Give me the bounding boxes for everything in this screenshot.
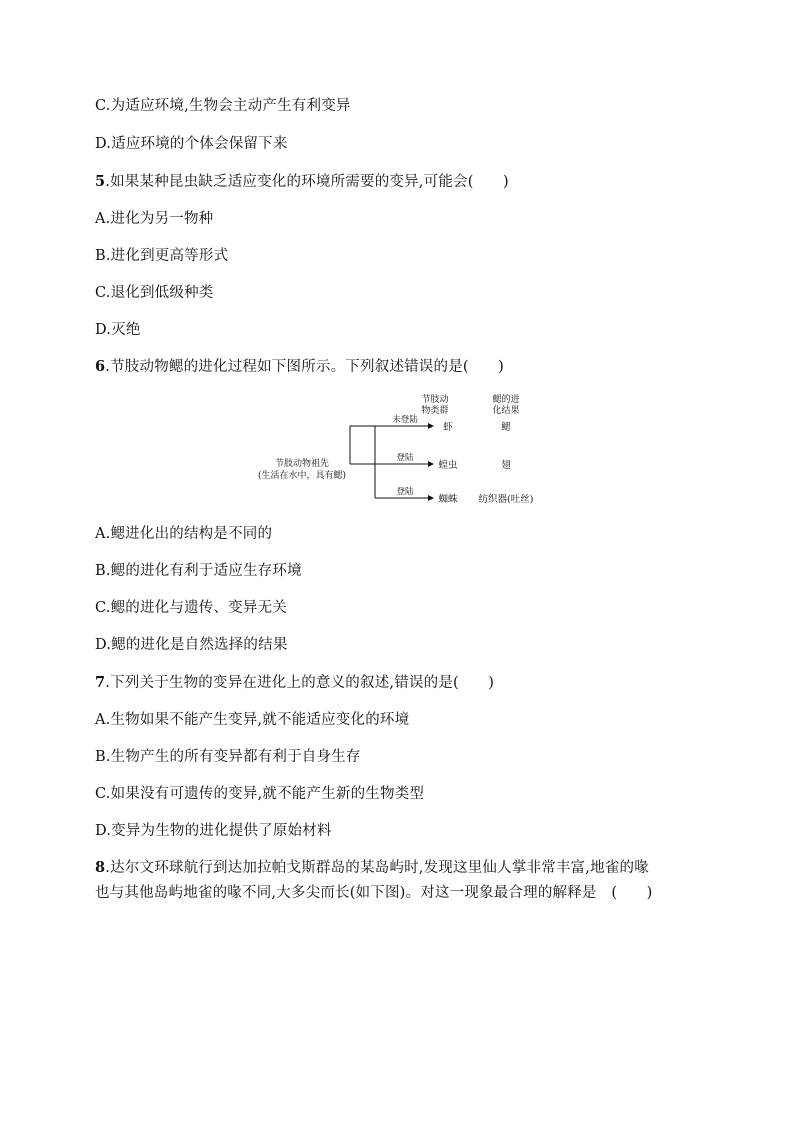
q5-option-a: A.进化为另一物种	[95, 211, 214, 227]
question-number: 7	[95, 674, 106, 691]
result-gill: 鳃	[501, 422, 511, 433]
gill-evolution-diagram	[240, 388, 560, 518]
result-wing: 翅	[501, 460, 511, 471]
q5-option-d: D.灭绝	[95, 322, 141, 338]
q6-option-c: C.鳃的进化与遗传、变异无关	[95, 600, 287, 616]
question-text-line1: .达尔文环球航行到达加拉帕戈斯群岛的某岛屿时,发现这里仙人掌非常丰富,地雀的喙	[105, 860, 649, 876]
question-8-line2: 也与其他岛屿地雀的喙不同,大多尖而长(如下图)。对这一现象最合理的解释是 ( )	[95, 885, 653, 901]
header-group-line2: 物类群	[421, 406, 449, 416]
q7-option-d: D.变异为生物的进化提供了原始材料	[95, 823, 332, 839]
q7-option-b: B.生物产生的所有变异都有利于自身生存	[95, 749, 361, 765]
question-text: .节肢动物鳃的进化过程如下图所示。下列叙述错误的是( )	[105, 359, 505, 375]
question-7	[95, 673, 494, 693]
group-locust: 蝗虫	[438, 460, 458, 471]
branch2-arrowhead	[428, 461, 434, 467]
q6-option-a: A.鳃进化出的结构是不同的	[95, 526, 273, 542]
question-number: 6	[95, 358, 106, 375]
branch3-arrowhead	[428, 495, 434, 501]
question-5	[95, 172, 509, 192]
q5-option-b: B.进化到更高等形式	[95, 248, 229, 264]
branch1-arrowhead	[428, 423, 434, 429]
question-6	[95, 357, 504, 377]
question-8-line1	[95, 858, 649, 878]
ancestor-label-line2: (生活在水中，具有鳃)	[257, 471, 347, 481]
q4-option-d: D.适应环境的个体会保留下来	[95, 136, 288, 152]
q7-option-c: C.如果没有可遗传的变异,就不能产生新的生物类型	[95, 786, 425, 802]
ancestor-label-line1: 节肢动物祖先	[274, 459, 330, 469]
q6-option-b: B.鳃的进化有利于适应生存环境	[95, 563, 302, 579]
q7-option-a: A.生物如果不能产生变异,就不能适应变化的环境	[95, 712, 410, 728]
header-group-line1: 节肢动	[421, 395, 449, 405]
q6-option-d: D.鳃的进化是自然选择的结果	[95, 637, 288, 653]
branch2-label: 登陆	[396, 453, 414, 463]
header-result-line2: 化结果	[492, 406, 520, 416]
question-text: .下列关于生物的变异在进化上的意义的叙述,错误的是( )	[105, 675, 495, 691]
branch3-label: 登陆	[396, 487, 414, 497]
header-result-line1: 鳃的进	[492, 395, 520, 405]
branch1-label: 未登陆	[392, 415, 418, 425]
q4-option-c: C.为适应环境,生物会主动产生有利变异	[95, 98, 351, 114]
question-number: 8	[95, 859, 106, 876]
q5-option-c: C.退化到低级种类	[95, 285, 214, 301]
result-spinneret: 纺织器(吐丝)	[478, 494, 534, 505]
question-text: .如果某种昆虫缺乏适应变化的环境所需要的变异,可能会( )	[105, 174, 509, 190]
group-shrimp: 虾	[443, 422, 453, 433]
group-spider: 蜘蛛	[438, 494, 458, 505]
question-number: 5	[95, 173, 106, 190]
